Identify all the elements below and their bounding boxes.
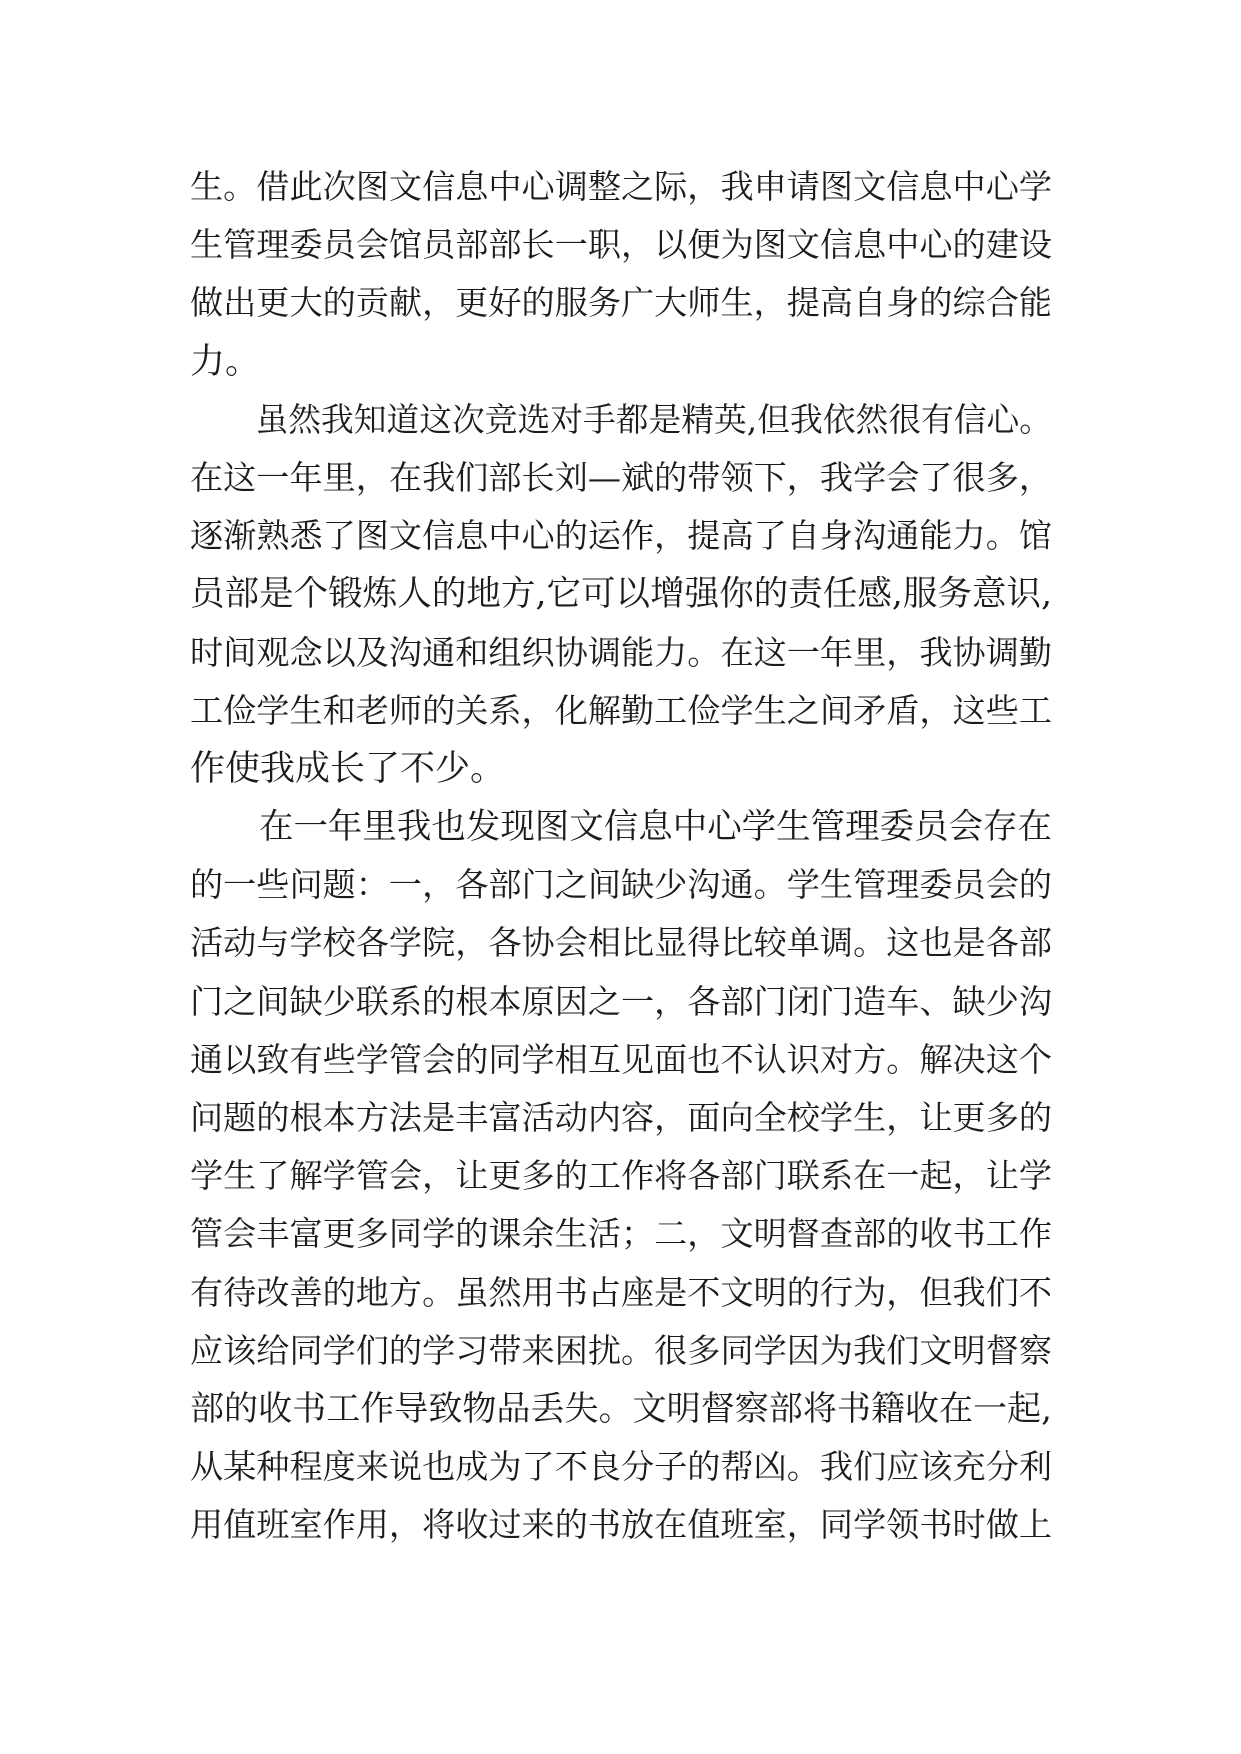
text-line: 逐渐熟悉了图文信息中心的运作，提高了自身沟通能力。馆 [190,516,1052,556]
text-line: 作使我成长了不少。 [190,748,506,789]
text-line: 学生了解学管会，让更多的工作将各部门联系在一起，让学 [190,1156,1052,1196]
text-line: 在一年里我也发现图文信息中心学生管理委员会存在 [190,807,1052,848]
text-line: 有待改善的地方。虽然用书占座是不文明的行为，但我们不 [190,1272,1052,1312]
text-line: 在这一年里，在我们部长刘—斌的带领下，我学会了很多， [190,457,1052,497]
text-line: 的一些问题：一，各部门之间缺少沟通。学生管理委员会的 [190,865,1052,905]
text-line: 活动与学校各学院，各协会相比显得比较单调。这也是各部 [190,923,1052,963]
text-line: 时间观念以及沟通和组织协调能力。在这一年里，我协调勤 [190,632,1052,672]
text-line: 力。 [190,341,261,382]
text-line: 应该给同学们的学习带来困扰。很多同学因为我们文明督察 [190,1330,1052,1370]
text-line: 门之间缺少联系的根本原因之一，各部门闭门造车、缺少沟 [190,981,1052,1021]
text-line: 部的收书工作导致物品丢失。文明督察部将书籍收在一起, [190,1388,1052,1429]
text-line: 做出更大的贡献，更好的服务广大师生，提高自身的综合能 [190,283,1052,323]
text-line: 管会丰富更多同学的课余生活；二，文明督查部的收书工作 [190,1214,1052,1254]
document-body [190,158,1052,1555]
text-line: 生。借此次图文信息中心调整之际，我申请图文信息中心学 [190,167,1052,206]
paragraph [190,798,1052,1554]
text-line: 用值班室作用，将收过来的书放在值班室，同学领书时做上 [190,1505,1052,1545]
text-line: 员部是个锻炼人的地方,它可以增强你的责任感,服务意识, [190,574,1053,615]
text-line: 问题的根本方法是丰富活动内容，面向全校学生，让更多的 [190,1098,1052,1137]
paragraph [190,391,1052,798]
text-line: 从某种程度来说也成为了不良分子的帮凶。我们应该充分利 [190,1447,1052,1487]
text-line: 生管理委员会馆员部部长一职，以便为图文信息中心的建设 [190,225,1052,265]
text-line: 虽然我知道这次竞选对手都是精英,但我依然很有信心。 [190,400,1052,439]
text-line: 工俭学生和老师的关系，化解勤工俭学生之间矛盾，这些工 [190,690,1052,730]
text-line: 通以致有些学管会的同学相互见面也不认识对方。解决这个 [190,1039,1052,1079]
paragraph [190,158,1052,391]
